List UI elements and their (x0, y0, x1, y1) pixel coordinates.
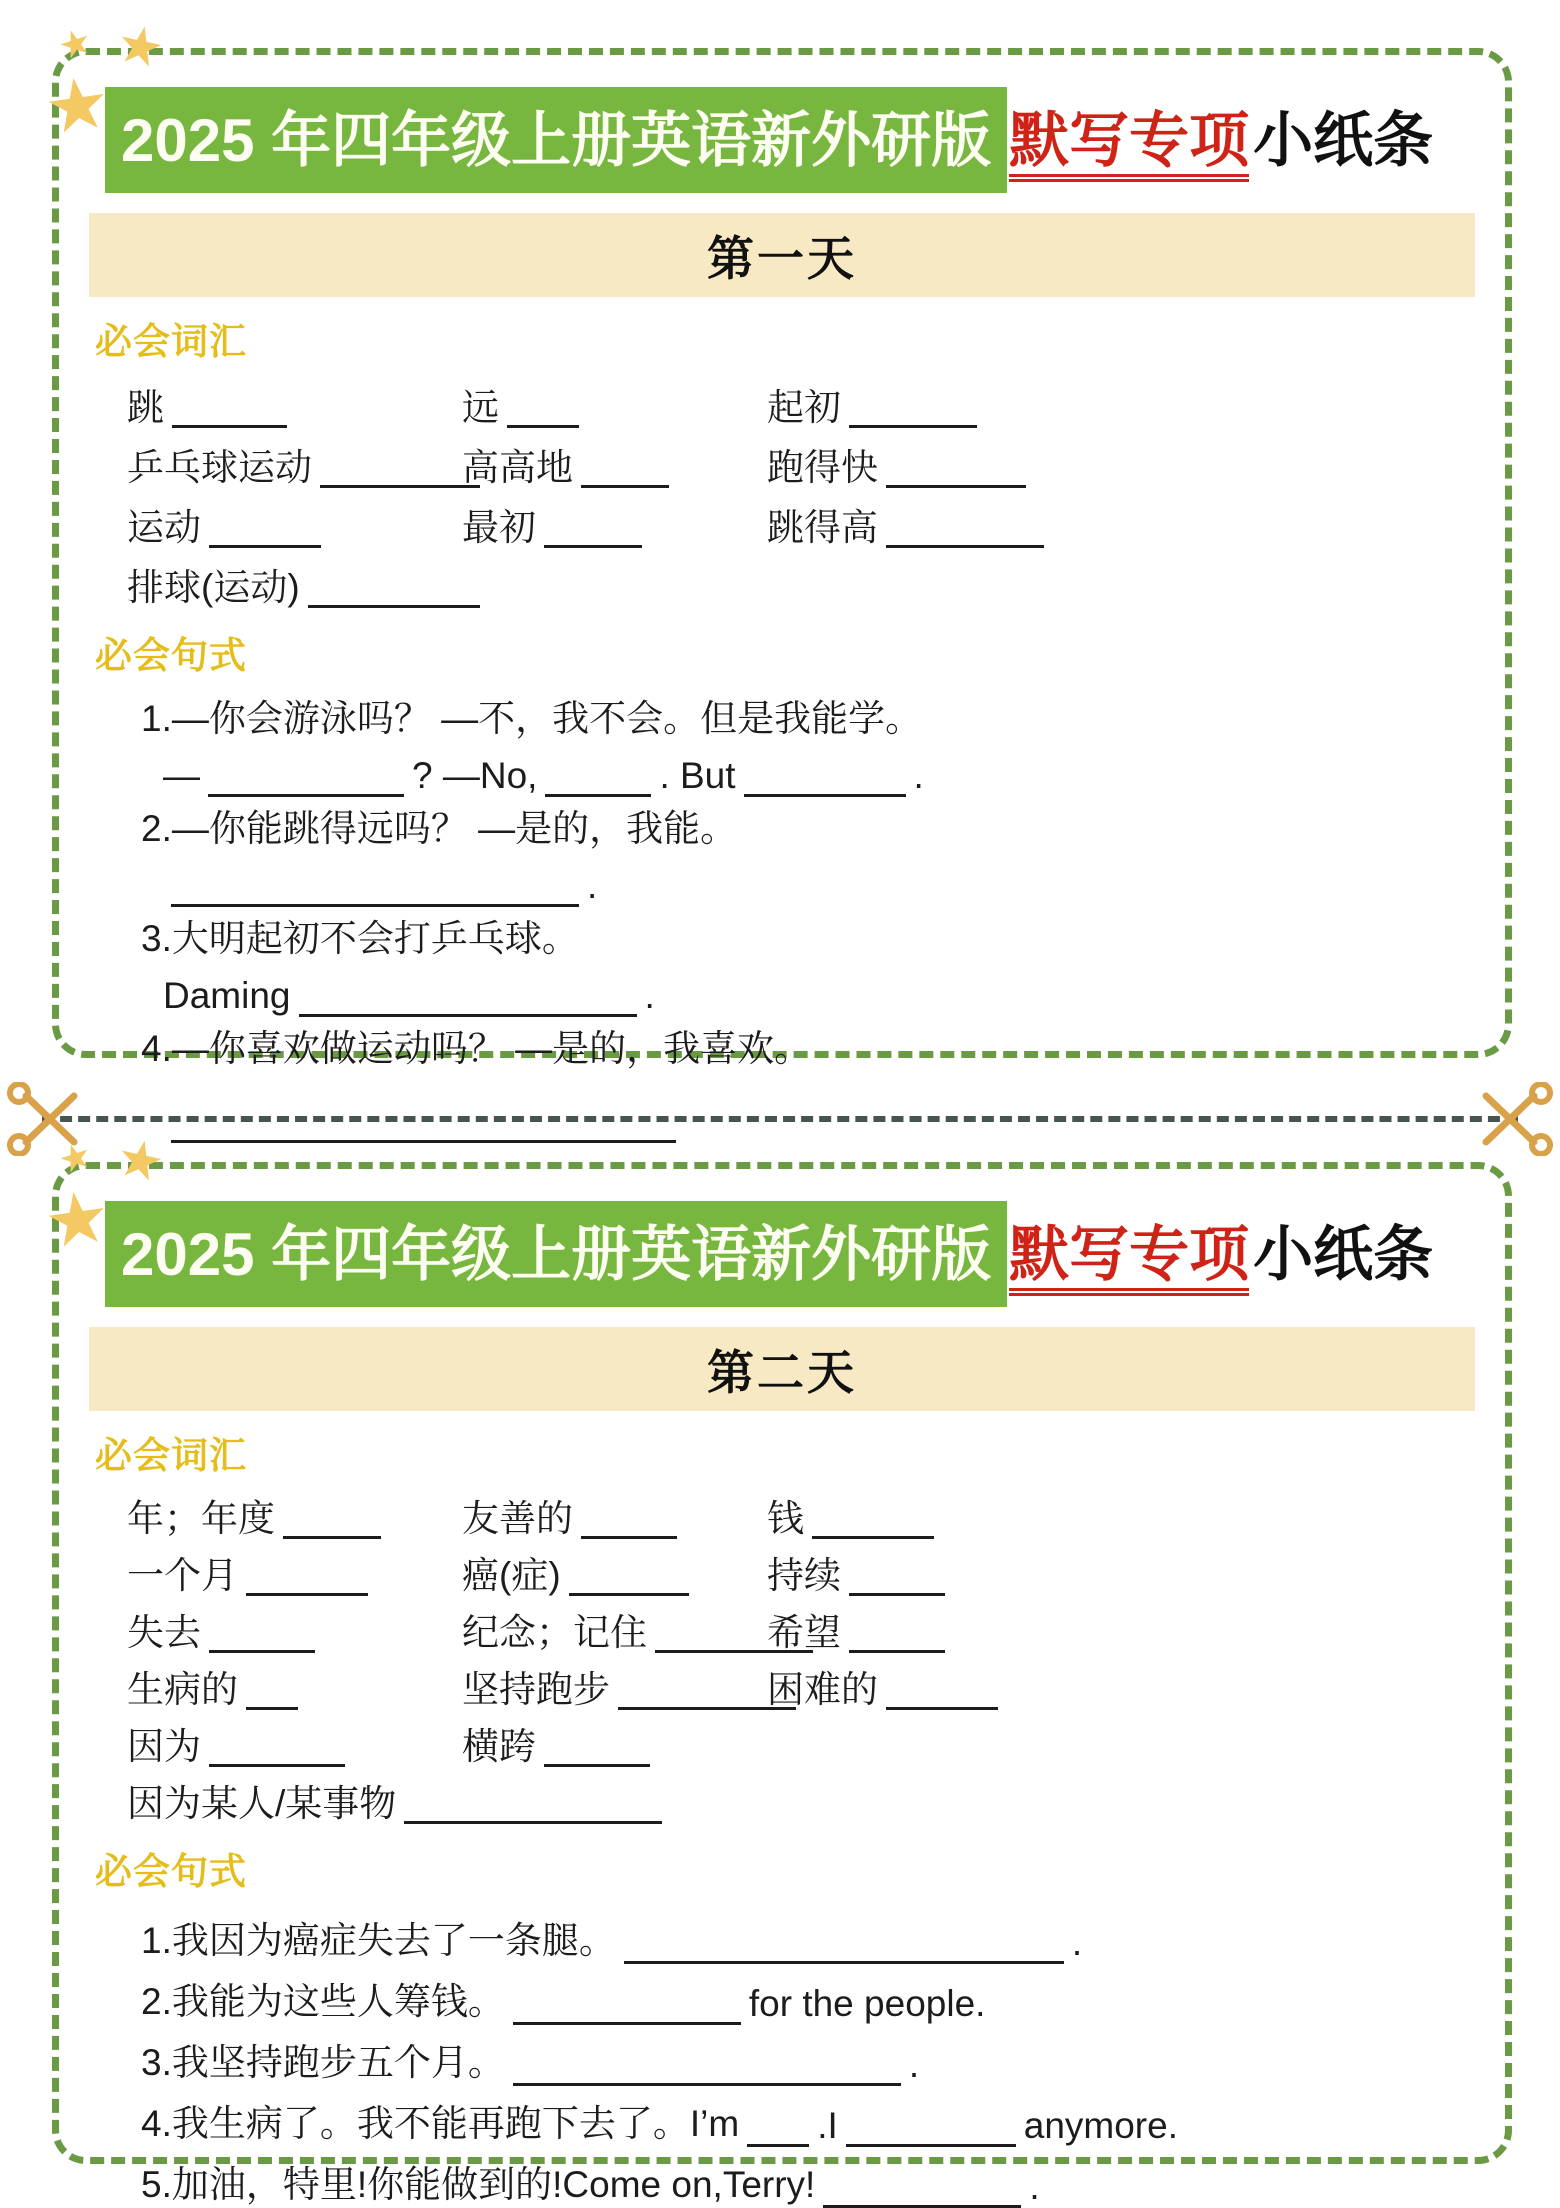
text-segment: 一个月 (127, 1555, 238, 1596)
vocab-row (127, 1542, 1475, 1599)
worksheet-card-day1 (39, 13, 1512, 1069)
answer-blank (849, 395, 977, 428)
sentence-line (141, 1964, 1475, 2025)
text-segment: 友善的 (462, 1498, 573, 1539)
vocab-item (127, 557, 462, 611)
vocab-item (127, 1602, 462, 1656)
vocab-row (127, 551, 1475, 611)
sentence-line (141, 1903, 1475, 1964)
vocab-item (127, 1773, 1475, 1827)
text-segment: 跑得快 (767, 447, 878, 488)
text-segment: 2.我能为这些人筹钱。 (141, 1981, 505, 2022)
vocab-item (127, 1545, 462, 1599)
answer-blank (747, 2114, 809, 2147)
vocab-row (127, 1599, 1475, 1656)
text-segment: 跳 (127, 387, 164, 428)
vocab-item (127, 1659, 462, 1713)
answer-blank (581, 455, 669, 488)
vocab-item (127, 1716, 462, 1770)
text-segment: 2.—你能跳得远吗？ —是的，我能。 (141, 808, 738, 849)
vocab-item (462, 1602, 767, 1656)
text-segment: . (913, 755, 924, 796)
star-icon: ★ (39, 61, 115, 151)
scissors-icon (6, 1082, 82, 1156)
vocab-grid (127, 1485, 1475, 1827)
answer-blank (404, 1791, 662, 1824)
star-icon: ★ (53, 1133, 97, 1183)
text-segment: . (908, 2044, 920, 2085)
answer-blank (581, 1506, 677, 1539)
sentence-line (141, 2147, 1475, 2208)
title-highlight-red: 默写专项 (1009, 1225, 1249, 1296)
text-segment: 钱 (767, 1498, 804, 1539)
vocab-row (127, 1485, 1475, 1542)
answer-blank (208, 764, 404, 797)
text-segment: 1.—你会游泳吗？ —不，我不会。但是我能学。 (141, 698, 923, 739)
title-highlight-red: 默写专项 (1009, 111, 1249, 182)
worksheet-title (105, 87, 1475, 193)
text-segment: for the people. (748, 1983, 986, 2024)
answer-blank (744, 764, 906, 797)
star-icon: ★ (111, 1127, 170, 1195)
text-segment: 横跨 (462, 1726, 536, 1767)
vocab-section-label: 必会词汇 (95, 321, 247, 362)
title-suffix: 小纸条 (1253, 1221, 1434, 1288)
answer-blank (171, 874, 579, 907)
text-segment: 因为 (127, 1726, 201, 1767)
text-segment: 困难的 (767, 1669, 878, 1710)
cut-divider (0, 1072, 1560, 1164)
answer-blank (209, 515, 321, 548)
text-segment: . But (659, 755, 736, 796)
text-segment: 3.大明起初不会打乒乓球。 (141, 918, 579, 959)
answer-blank (308, 575, 480, 608)
answer-blank (846, 2114, 1016, 2147)
sentence-answer-line (163, 962, 1475, 1017)
sentence-line (141, 687, 1475, 742)
text-segment: Daming (163, 975, 291, 1016)
vocab-item (462, 377, 767, 431)
answer-blank (544, 1734, 650, 1767)
star-icon: ★ (111, 13, 170, 81)
answer-blank (246, 1677, 298, 1710)
vocab-item (127, 437, 462, 491)
star-icon: ★ (53, 19, 97, 69)
answer-blank (172, 395, 287, 428)
text-segment: 纪念；记住 (462, 1612, 647, 1653)
vocab-row (127, 1656, 1475, 1713)
star-icon: ★ (39, 1175, 115, 1265)
answer-blank (209, 1620, 315, 1653)
day-banner: 第一天 (89, 213, 1475, 297)
text-segment: 4.我生病了。我不能再跑下去了。I’m (141, 2103, 740, 2144)
text-segment: 远 (462, 387, 499, 428)
vocab-row (127, 1770, 1475, 1827)
answer-blank (569, 1563, 689, 1596)
text-segment: .I (817, 2105, 838, 2146)
text-segment: 希望 (767, 1612, 841, 1653)
vocab-item (462, 1545, 767, 1599)
vocab-item (462, 497, 767, 551)
text-segment: anymore. (1023, 2105, 1178, 2146)
answer-blank (849, 1620, 945, 1653)
sentences-section-label: 必会句式 (95, 1851, 247, 1892)
answer-blank (246, 1563, 368, 1596)
vocab-row (127, 371, 1475, 431)
answer-blank (513, 2053, 901, 2086)
sentence-line (141, 907, 1475, 962)
vocab-item (127, 1488, 462, 1542)
text-segment: 起初 (767, 387, 841, 428)
text-segment: 高高地 (462, 447, 573, 488)
vocab-section-label: 必会词汇 (95, 1435, 247, 1476)
vocab-item (767, 497, 1475, 551)
text-segment: 失去 (127, 1612, 201, 1653)
answer-blank (545, 764, 651, 797)
vocab-item (767, 437, 1475, 491)
answer-blank (823, 2175, 1021, 2208)
title-highlight-green: 2025 年四年级上册英语新外研版 (105, 87, 1007, 193)
vocab-row (127, 491, 1475, 551)
answer-blank (544, 515, 642, 548)
sentence-line (141, 2086, 1475, 2147)
title-highlight-green: 2025 年四年级上册英语新外研版 (105, 1201, 1007, 1307)
answer-blank (886, 1677, 998, 1710)
vocab-item (127, 497, 462, 551)
text-segment: . (587, 865, 598, 906)
vocab-item (767, 1545, 1475, 1599)
text-segment: ? —No, (412, 755, 538, 796)
answer-blank (209, 1734, 345, 1767)
answer-blank (299, 984, 637, 1017)
text-segment: — (163, 755, 200, 796)
text-segment: 坚持跑步 (462, 1669, 610, 1710)
answer-blank (320, 455, 480, 488)
answer-blank (513, 1992, 741, 2025)
worksheet-card-day2 (39, 1127, 1512, 2207)
scissors-icon (1478, 1082, 1554, 1156)
text-segment: 癌(症) (462, 1555, 561, 1596)
text-segment: 持续 (767, 1555, 841, 1596)
text-segment: 跳得高 (767, 507, 878, 548)
vocab-item (462, 1659, 767, 1713)
text-segment: 运动 (127, 507, 201, 548)
answer-blank (849, 1563, 945, 1596)
answer-blank (624, 1931, 1064, 1964)
sentence-line (141, 1017, 1475, 1072)
text-segment: 因为某人/某事物 (127, 1783, 397, 1824)
answer-blank (507, 395, 579, 428)
text-segment: 最初 (462, 507, 536, 548)
text-segment: 年；年度 (127, 1498, 275, 1539)
vocab-grid (127, 371, 1475, 611)
vocab-item (462, 1488, 767, 1542)
text-segment: . (644, 975, 655, 1016)
vocab-item (462, 437, 767, 491)
day-banner: 第二天 (89, 1327, 1475, 1411)
text-segment: 4.—你喜欢做运动吗？ —是的，我喜欢。 (141, 1028, 812, 1069)
text-segment: 生病的 (127, 1669, 238, 1710)
vocab-row (127, 1713, 1475, 1770)
text-segment: 排球(运动) (127, 567, 300, 608)
text-segment: . (1029, 2166, 1040, 2207)
cut-dashed-line (42, 1116, 1518, 1122)
vocab-item (767, 1602, 1475, 1656)
text-segment: 1.我因为癌症失去了一条腿。 (141, 1920, 616, 1961)
sentence-line (141, 797, 1475, 852)
text-segment: 3.我坚持跑步五个月。 (141, 2042, 505, 2083)
text-segment: 乒乓球运动 (127, 447, 312, 488)
answer-blank (886, 515, 1044, 548)
vocab-item (462, 1716, 767, 1770)
answer-blank (283, 1506, 381, 1539)
vocab-item (767, 1488, 1475, 1542)
answer-blank (886, 455, 1026, 488)
sentences-section-label: 必会句式 (95, 635, 247, 676)
vocab-item (127, 377, 462, 431)
title-suffix: 小纸条 (1253, 107, 1434, 174)
text-segment: . (1071, 1922, 1083, 1963)
sentence-line (141, 2025, 1475, 2086)
text-segment: 5.加油，特里!你能做到的!Come on,Terry! (141, 2164, 816, 2205)
vocab-item (767, 377, 1475, 431)
vocab-row (127, 431, 1475, 491)
worksheet-title (105, 1201, 1475, 1307)
vocab-item (767, 1659, 1475, 1713)
sentence-answer-line (163, 742, 1475, 797)
sentence-answer-line (163, 852, 1475, 907)
answer-blank (812, 1506, 934, 1539)
sentences-list (141, 1903, 1475, 2208)
